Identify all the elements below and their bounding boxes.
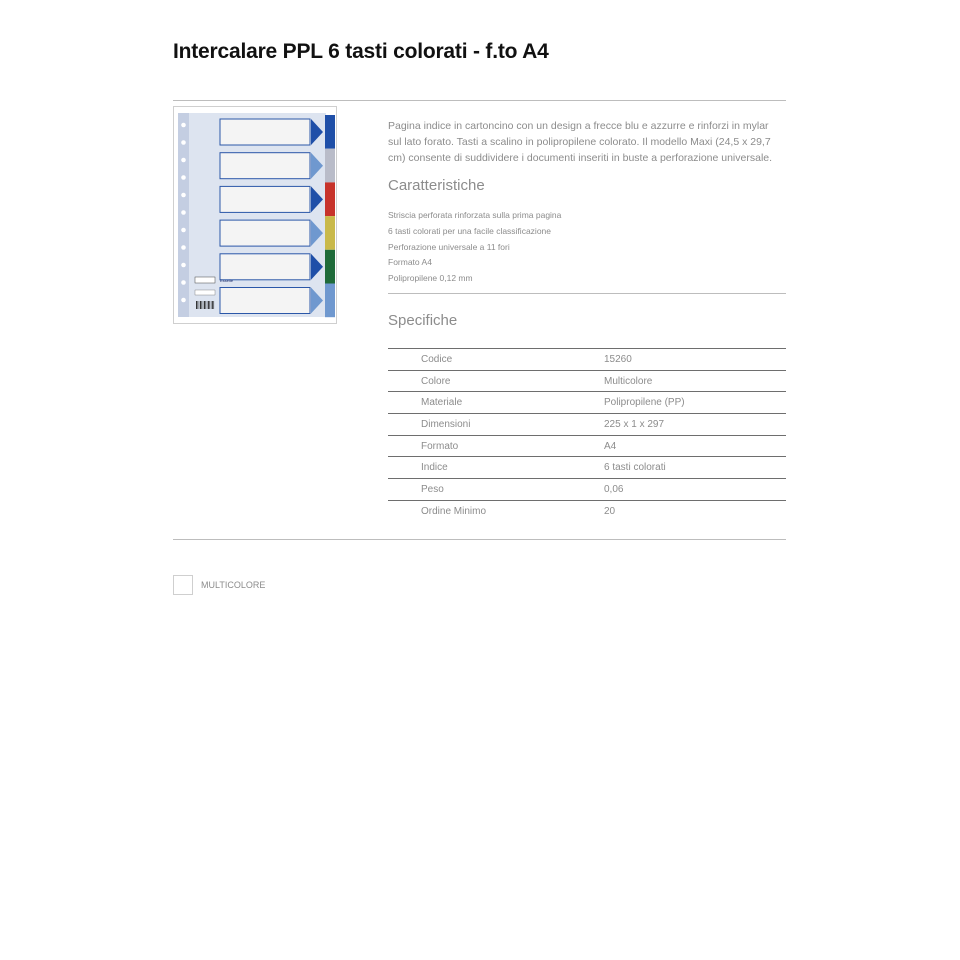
table-row (388, 413, 786, 435)
table-row (388, 391, 786, 413)
top-divider (173, 100, 786, 101)
barcode-bar (197, 301, 198, 309)
punch-hole (181, 210, 186, 215)
punch-hole (181, 175, 186, 180)
spec-label: Codice (421, 354, 453, 365)
barcode-bar (214, 301, 215, 309)
product-image[interactable] (173, 106, 337, 324)
spec-label: Ordine Minimo (421, 505, 487, 517)
spec-value: 225 x 1 x 297 (604, 419, 665, 431)
barcode-bar (212, 301, 213, 309)
spec-label: Indice (421, 462, 448, 474)
barcode-bar (200, 301, 201, 309)
punch-hole (181, 193, 186, 198)
features-divider (388, 293, 786, 294)
specs-table (388, 348, 786, 522)
spec-value: A4 (604, 440, 617, 452)
spec-label: Colore (421, 375, 451, 387)
barcode-bar (201, 301, 202, 309)
spec-value: 20 (604, 505, 616, 517)
spec-label: Formato (421, 440, 459, 452)
spec-label: Dimensioni (421, 419, 471, 431)
label-card (220, 288, 310, 314)
spec-value: 0,06 (604, 484, 624, 496)
spec-value: 15260 (604, 354, 632, 365)
table-row (388, 348, 786, 370)
barcode-bar (204, 301, 205, 309)
barcode-bar (208, 301, 209, 309)
specs-heading: Specifiche (388, 312, 458, 329)
table-row (388, 456, 786, 478)
table-row (388, 435, 786, 457)
barcode-bar (207, 301, 208, 309)
punch-hole (181, 280, 186, 285)
feature-item: Perforazione universale a 11 fori (388, 241, 510, 252)
table-row (388, 478, 786, 500)
divider-tab (325, 115, 335, 149)
barcode-bar (210, 301, 211, 309)
brand-logo: Esselte (220, 278, 234, 283)
feature-item: Formato A4 (388, 257, 432, 268)
divider-tab (325, 216, 335, 250)
divider-illustration (174, 107, 336, 323)
barcode-bar (211, 301, 212, 309)
punch-hole (181, 140, 186, 145)
feature-item: Polipropilene 0,12 mm (388, 273, 473, 284)
bottom-divider (173, 539, 786, 540)
divider-tab (325, 250, 335, 284)
variant-label: MULTICOLORE (201, 580, 266, 590)
divider-tab (325, 149, 335, 183)
product-description: Pagina indice in cartoncino con un design a frecce blu e azzurre e rinforzi in mylar sul lato forato. Tasti a scalino in polipropilene colorato. Il modello Maxi (24,5 x 29,7 cm) consente di suddividere i documenti inseriti in buste a perforazione universale. (388, 120, 773, 164)
label-card (220, 153, 310, 179)
label-card (220, 119, 310, 145)
barcode-bar (199, 301, 200, 309)
features-heading: Caratteristiche (388, 177, 485, 194)
label-card (220, 186, 310, 212)
feature-item: Striscia perforata rinforzata sulla prima pagina (388, 210, 562, 220)
table-row (388, 370, 786, 392)
table-row (388, 500, 786, 522)
spec-label: Materiale (421, 397, 463, 409)
features-list (388, 208, 561, 287)
feature-item: 6 tasti colorati per una facile classificazione (388, 225, 551, 236)
spec-value: Multicolore (604, 375, 653, 387)
punch-hole (181, 158, 186, 163)
spec-label: Peso (421, 484, 444, 496)
punch-hole (181, 123, 186, 128)
color-swatch[interactable] (173, 575, 193, 595)
spec-value: Polipropilene (PP) (604, 397, 685, 409)
divider-tab (325, 284, 335, 318)
punch-hole (181, 245, 186, 250)
punch-hole (181, 228, 186, 233)
label-card (220, 220, 310, 246)
punch-hole (181, 263, 186, 268)
barcode-bar (203, 301, 204, 309)
barcode-bar (205, 301, 206, 309)
divider-tab (325, 182, 335, 216)
spec-value: 6 tasti colorati (604, 462, 666, 474)
punch-hole (181, 298, 186, 303)
barcode-bar (196, 301, 197, 309)
product-title: Intercalare PPL 6 tasti colorati - f.to A4 (173, 40, 549, 63)
label-card (220, 254, 310, 280)
